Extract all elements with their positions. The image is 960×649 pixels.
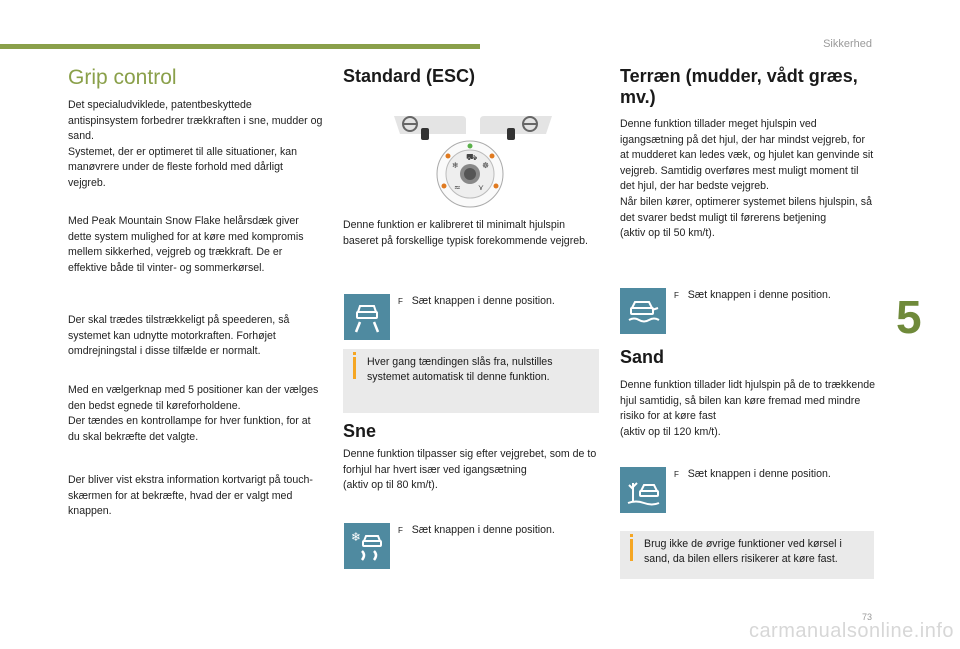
header-accent-bar bbox=[0, 44, 480, 49]
svg-text:≈: ≈ bbox=[454, 183, 461, 192]
sand-info-text: Brug ikke de øvrige funktioner ved kørsel i sand, da bilen ellers risikerer at køre fast. bbox=[644, 538, 842, 565]
watermark: carmanualsonline.info bbox=[748, 620, 954, 642]
selector-knob-illustration bbox=[390, 110, 556, 210]
bullet-icon: F bbox=[398, 297, 403, 306]
grip-paragraph-4: Med en vælgerknap med 5 positioner kan der vælges den bedst egnede til køreforholdene. Der tændes en kontrollampe for hver funktion, for at du skal bekræfte det valgte. bbox=[68, 384, 319, 443]
standard-mode-icon bbox=[344, 294, 390, 340]
info-icon bbox=[630, 534, 633, 537]
selector-knob-icon bbox=[390, 110, 556, 210]
sand-mode-icon bbox=[620, 467, 666, 513]
terrain-body: Denne funktion tillader meget hjulspin ved igangsætning på det hjul, der har mindst vejgreb, for at mudderet kan ledes væk, og hjulet kan genvinde sit vejgreb. Samtidig overføres mest muligt moment til det hjul, der har bedste vejgreb. Når bilen kører, optimerer systemet bilens hjulspin, så det svarer bedst muligt til førerens betjening (aktiv op til 50 km/t). bbox=[620, 118, 874, 240]
sne-body: Denne funktion tilpasser sig efter vejgrebet, som de to forhjul har hvert især ved igangsætning (aktiv op til 80 km/t). bbox=[343, 448, 597, 492]
grip-paragraph-2: Med Peak Mountain Snow Flake helårsdæk giver dette system mulighed for at køre med kompromis mellem sikkerhed, vejgreb og trækkraft. De er effektive både til vinter- og sommerkørsel. bbox=[68, 215, 304, 274]
standard-action: F Sæt knappen i denne position. bbox=[398, 295, 555, 307]
info-bar bbox=[353, 357, 356, 379]
terrain-title: Terræn (mudder, vådt græs, mv.) bbox=[620, 66, 858, 107]
terrain-action: F Sæt knappen i denne position. bbox=[674, 289, 831, 301]
svg-text:⛟: ⛟ bbox=[466, 153, 478, 163]
standard-info-text: Hver gang tændingen slås fra, nulstilles systemet automatisk til denne funktion. bbox=[367, 356, 553, 383]
grip-paragraph-1: Det specialudviklede, patentbeskyttede antispinsystem forbedrer trækkraften i sne, mudder og sand. Systemet, der er optimeret til alle situationer, kan manøvrere under de fleste forhold med dårligt vejgreb. bbox=[68, 99, 323, 189]
info-icon bbox=[353, 352, 356, 355]
bullet-icon: F bbox=[398, 526, 403, 535]
svg-text:❄: ❄ bbox=[452, 161, 459, 170]
sand-body: Denne funktion tillader lidt hjulspin på de to trækkende hjul samtidig, så bilen kan køre fremad med mindre risiko for at køre fast (aktiv op til 120 km/t). bbox=[620, 379, 875, 438]
bullet-icon: F bbox=[674, 470, 679, 479]
page-number: 73 bbox=[861, 612, 872, 622]
bullet-icon: F bbox=[674, 291, 679, 300]
grip-control-title: Grip control bbox=[68, 66, 177, 89]
sne-action: F Sæt knappen i denne position. bbox=[398, 524, 555, 536]
info-bar bbox=[630, 539, 633, 561]
grip-paragraph-3: Der skal trædes tilstrækkeligt på speederen, så systemet kan udnytte motorkraften. Forhøjet omdrejningstal i disse tilfælde er normalt. bbox=[68, 314, 290, 358]
sand-action: F Sæt knappen i denne position. bbox=[674, 468, 831, 480]
standard-body: Denne funktion er kalibreret til minimalt hjulspin baseret på forskellige typisk forekommende vejgreb. bbox=[343, 219, 588, 247]
grip-paragraph-5: Der bliver vist ekstra information kortvarigt på touch-skærmen for at bekræfte, hvad der er valgt med knappen. bbox=[68, 474, 313, 518]
standard-info-box bbox=[343, 349, 599, 413]
sand-title: Sand bbox=[620, 347, 665, 367]
sne-title: Sne bbox=[343, 421, 377, 441]
section-label: Sikkerhed bbox=[823, 38, 872, 50]
chapter-number: 5 bbox=[896, 291, 922, 343]
sand-info-box bbox=[620, 531, 874, 579]
snow-mode-icon bbox=[344, 523, 390, 569]
mud-mode-icon bbox=[620, 288, 666, 334]
svg-text:☸: ☸ bbox=[482, 161, 490, 170]
svg-text:⋎: ⋎ bbox=[478, 183, 484, 192]
svg-text:❄: ❄ bbox=[351, 530, 362, 544]
standard-title: Standard (ESC) bbox=[343, 66, 476, 86]
